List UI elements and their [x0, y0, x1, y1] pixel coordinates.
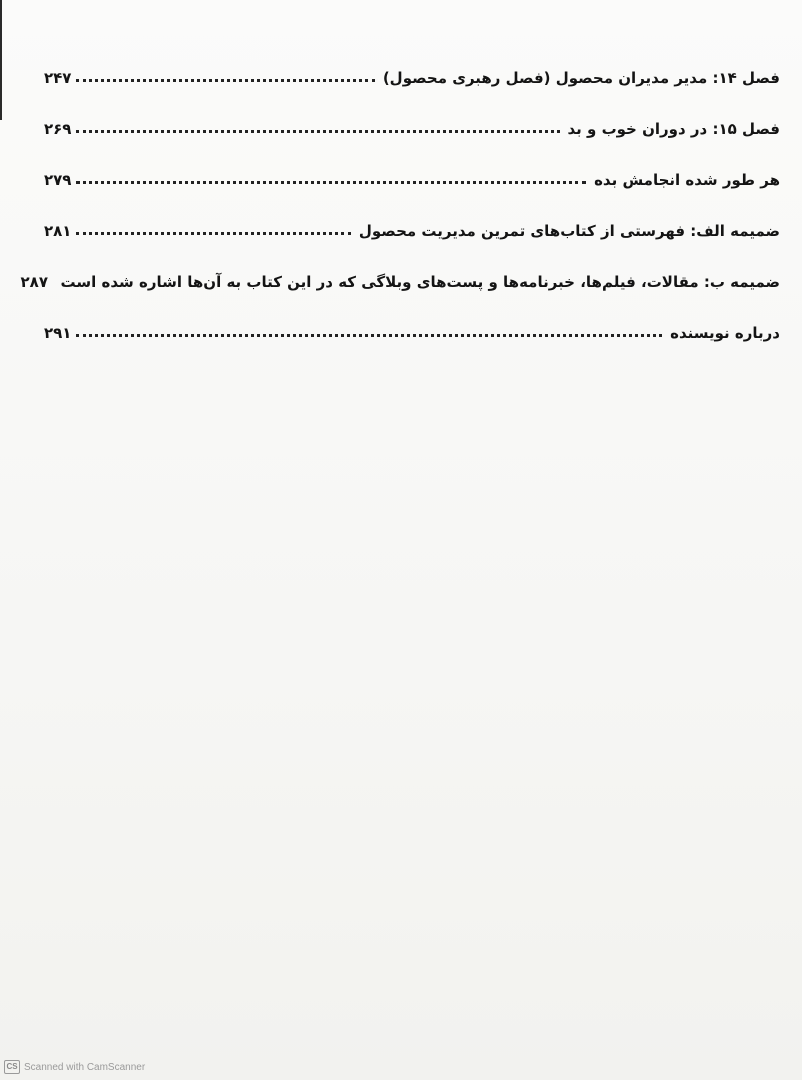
toc-entry-title: فصل ۱۵: در دوران خوب و بد — [567, 119, 780, 138]
toc-entry-page: ۲۸۱ — [44, 221, 72, 240]
toc-entry — [44, 154, 780, 205]
toc-entry — [44, 52, 780, 103]
toc-entry-title: درباره نویسنده — [670, 323, 780, 342]
toc-entry-page: ۲۶۹ — [44, 119, 72, 138]
toc-entry — [44, 307, 780, 358]
toc-leader-dots — [76, 67, 375, 82]
toc-leader-dots — [76, 169, 586, 184]
toc-entry-page: ۲۹۱ — [44, 323, 72, 342]
toc-leader-dots — [76, 220, 351, 235]
toc-entry-title: ضمیمه ب: مقالات، فیلم‌ها، خبرنامه‌ها و پست‌های وبلاگی که در این کتاب به آن‌ها اشاره شده است — [60, 272, 780, 291]
camscanner-icon: CS — [4, 1060, 20, 1074]
toc-entry — [44, 103, 780, 154]
toc-entry-title: ضمیمه الف: فهرستی از کتاب‌های تمرین مدیریت محصول — [358, 221, 780, 240]
toc-entry-title: فصل ۱۴: مدیر مدیران محصول (فصل رهبری محصول) — [382, 68, 780, 87]
scanner-watermark — [4, 1060, 145, 1074]
scanner-watermark-text: Scanned with CamScanner — [24, 1061, 146, 1073]
table-of-contents — [20, 52, 780, 358]
toc-entry — [44, 205, 780, 256]
toc-entry — [20, 256, 780, 307]
toc-entry-title: هر طور شده انجامش بده — [594, 170, 780, 189]
page-edge-shadow — [0, 0, 2, 120]
toc-entry-page: ۲۸۷ — [20, 272, 48, 291]
toc-leader-dots — [76, 118, 560, 133]
toc-entry-page: ۲۴۷ — [44, 68, 72, 87]
toc-entry-page: ۲۷۹ — [44, 170, 72, 189]
toc-leader-dots — [76, 322, 662, 337]
